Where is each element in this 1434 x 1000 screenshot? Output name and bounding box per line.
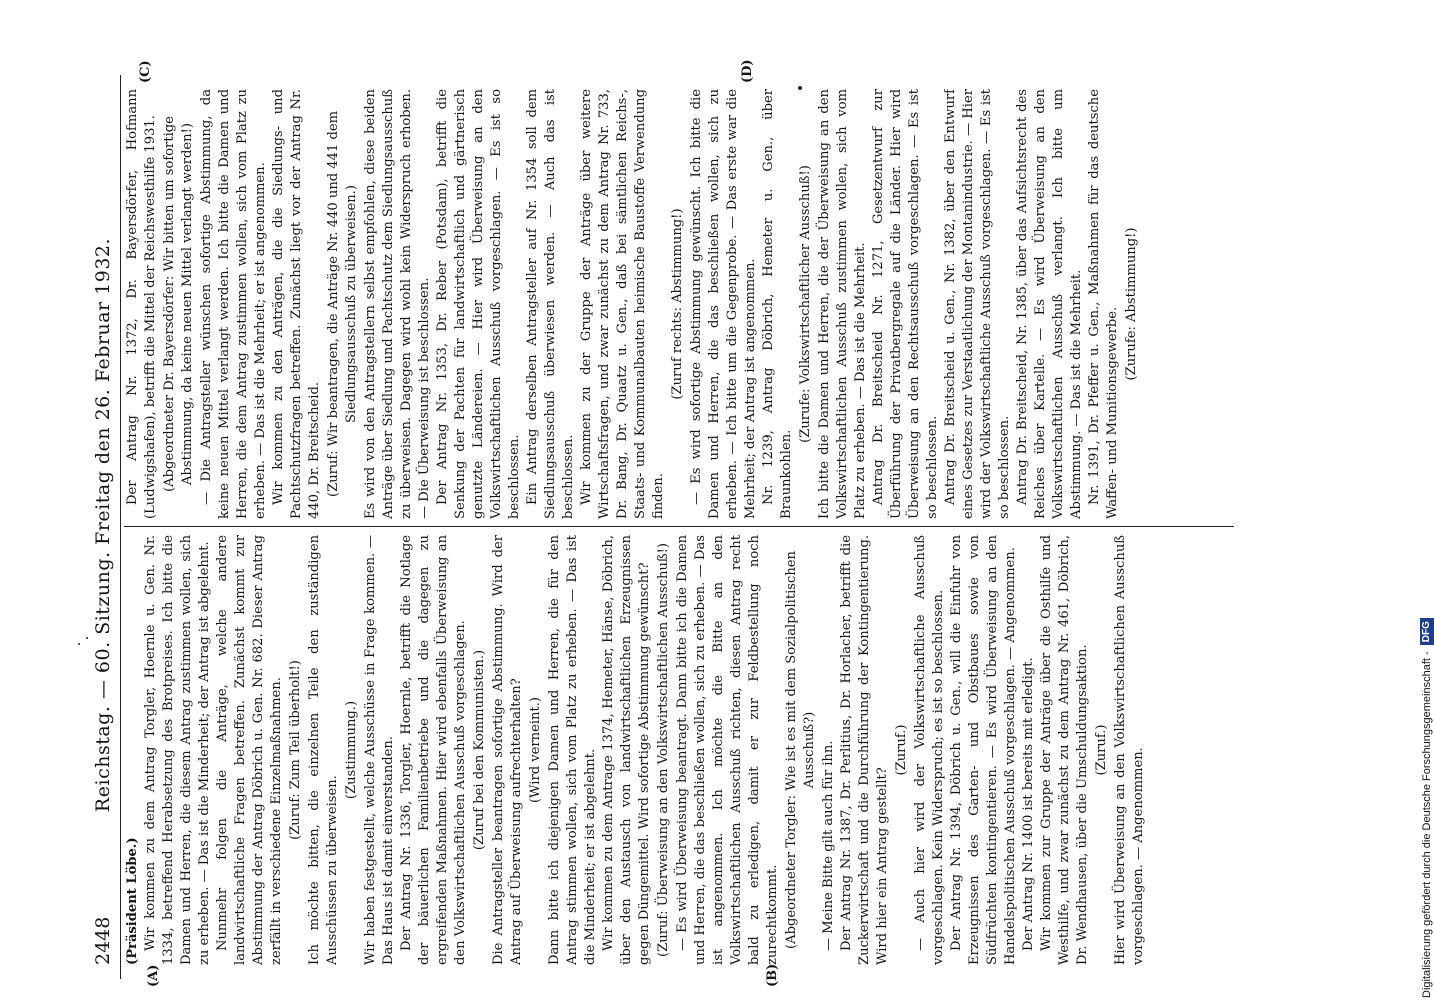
- funding-notice-text: Digitalisierung gefördert durch die Deutsche Forschungsgemeinschaft -: [1421, 651, 1433, 998]
- paragraph: Antrag Dr. Breitscheid, Nr. 1385, über das Aufsichtsrecht des Reiches über Kartelle. — Es wird Überweisung an den Volkswirtschaftlichen Ausschuß verlangt. Ich bitte um Abstimmung. — Das ist die Mehrheit.: [1015, 89, 1084, 519]
- paragraph: Der Antrag Nr. 1353, Dr. Reber (Potsdam), betrifft die Senkung der Pachten für landwirtschaftlich und gärtnerisch genutzte Ländereien. — Hier wird Überweisung an den Volkswirtschaftlichen Ausschuß vorgeschlagen. — Es ist so beschlossen.: [435, 89, 522, 519]
- funding-notice-bar: [1418, 8, 1434, 998]
- interjection: (Zuruf bei den Kommunisten.): [472, 649, 487, 851]
- paragraph: Der Antrag Nr. 1336, Torgler, Hoernle, betrifft die Notlage der bäuerlichen Familienbetriebe und die dagegen zu ergreifenden Maßnahmen. Hier wird ebenfalls Überweisung an den Volkswirtschaftlichen Ausschuß vorgeschlagen.: [399, 535, 468, 965]
- paragraph: Wir kommen zu der Gruppe der Anträge über weitere Wirtschaftsfragen, und zwar zunächst zu dem Antrag Nr. 733, Dr. Bang, Dr. Quaatz u. Gen., daß bei sämtlichen Reichs-, Staats- und Kommunalbauten heimische Baustoffe Verwendung finden.: [579, 89, 666, 519]
- funding-notice: [1418, 48, 1434, 998]
- page-number: 2448: [92, 916, 114, 965]
- margin-mark-d: (D): [740, 59, 755, 83]
- paragraph: Ich bitte die Damen und Herren, die der Überweisung an den Volkswirtschaftlichen Ausschuß zustimmen wollen, sich vom Platz zu erheben. — Das ist die Mehrheit.: [817, 89, 868, 519]
- interjection: (Abgeordneter Dr. Bayersdörfer: Wir bitten um sofortige Abstimmung, da keine neuen Mittel verlangt werden!): [162, 116, 195, 492]
- margin-mark-b: (B): [765, 963, 780, 987]
- interjection: (Wird verneint.): [528, 696, 543, 804]
- margin-mark-a: (A): [146, 964, 161, 987]
- paragraph: Hier wird Überweisung an den Volkswirtschaftlichen Ausschuß vorgeschlagen. — Angenommen.: [1113, 535, 1146, 965]
- dfg-logo: DFG: [1420, 618, 1434, 645]
- paragraph: Antrag Dr. Breitscheid Nr. 1271, Gesetzentwurf zur Überführung der Privatbergregale auf die Länder. Hier wird Überweisung an den Rechtsausschuß vorgeschlagen. — Es ist so beschlossen.: [871, 89, 940, 519]
- paragraph: Wir kommen zu dem Antrage 1374, Hemeter, Hänse, Döbrich, über den Austausch von landwirtschaftlichen Erzeugnissen gegen Düngemittel. Wird sofortige Abstimmung gewünscht?: [601, 535, 652, 965]
- interjection: (Zurufe: Volkswirtschaftlicher Ausschuß!): [798, 165, 813, 443]
- paragraph: Der Antrag Nr. 1387, Dr. Perlitius, Dr. Horlacher, betrifft die Zuckerwirtschaft und die Durchführung der Kontingentierung. Wird hier ein Antrag gestellt?: [839, 535, 890, 965]
- paragraph: Ich möchte bitten, die einzelnen Teile den zuständigen Ausschüssen zu überweisen.: [307, 535, 340, 965]
- column-divider: [124, 526, 1234, 527]
- paragraph: Dann bitte ich diejenigen Damen und Herren, die für den Antrag stimmen wollen, sich vom Platz zu erheben. — Das ist die Minderheit; er ist abgelehnt.: [547, 535, 598, 965]
- paragraph: Nunmehr folgen die Anträge, welche andere landwirtschaftliche Fragen betreffen. Zunächst kommt zur Abstimmung der Antrag Döbrich u. Gen. Nr. 682. Dieser Antrag zerfällt in verschiedene Einzelmaßnahmen.: [215, 535, 284, 965]
- right-column: [124, 89, 1284, 519]
- paragraph: Es wird von den Antragstellern selbst empfohlen, diese beiden Anträge über Siedlung und Pachtschutz dem Siedlungsausschuß zu überweisen. Dagegen wird wohl kein Widerspruch erhoben. — Die Überweisung ist beschlossen.: [363, 89, 432, 519]
- header-rule: [120, 75, 121, 979]
- paragraph: Nr. 1391, Dr. Pfeffer u. Gen., Maßnahmen für das deutsche Waffen- und Munitionsgewerbe.: [1087, 89, 1120, 519]
- paragraph: Wir kommen zur Gruppe der Anträge über die Osthilfe und Westhilfe, und zwar zunächst zu dem Antrag Nr. 461, Döbrich, Dr. Wendhausen, über die Umschuldungsaktion.: [1039, 535, 1090, 965]
- interjection: (Zuruf rechts: Abstimmung!): [670, 208, 685, 400]
- interjection: (Zustimmung.): [344, 700, 359, 800]
- interjection: (Zuruf: Wir beantragen, die Anträge Nr. 440 und 441 dem Siedlungsausschuß zu überweisen.): [326, 110, 359, 498]
- paragraph: — Meine Bitte gilt auch für ihn.: [821, 740, 836, 951]
- margin-mark-c: (C): [138, 60, 153, 83]
- interjection: (Abgeordneter Torgler: Wie ist es mit dem Sozialpolitischen Ausschuß?): [784, 551, 817, 949]
- interjection: (Zuruf.): [1094, 724, 1109, 776]
- paragraph: — Es wird sofortige Abstimmung gewünscht. Ich bitte die Damen und Herren, die das beschließen wollen, sich zu erheben. — Ich bitte um die Gegenprobe. — Das erste war die Mehrheit; der Antrag ist angenommen.: [689, 89, 758, 519]
- paragraph: Die Antragsteller beantragen sofortige Abstimmung. Wird der Antrag auf Überweisung aufrechterhalten?: [491, 535, 524, 965]
- paragraph: — Es wird Überweisung beantragt. Dann bitte ich die Damen und Herren, die das beschließen wollen, sich zu erheben. — Das ist angenommen. Ich möchte die Bitte an den Volkswirtschaftlichen Ausschuß richten, diesen Antrag recht bald zu erledigen, damit er zur Feldbestellung noch zurechtkommt.: [675, 535, 780, 965]
- paragraph: — Die Antragsteller wünschen sofortige Abstimmung, da keine neuen Mittel verlangt werden. Ich bitte die Damen und Herren, die dem Antrag zustimmen wollen, sich vom Platz zu erheben. — Das ist die Mehrheit; er ist angenommen.: [199, 89, 268, 519]
- paragraph: Der Antrag Nr. 1372, Dr. Bayersdörfer, Hofmann (Ludwigshafen), betrifft die Mittel der Reichswesthilfe 1931.: [125, 89, 158, 519]
- paragraph: Ein Antrag derselben Antragsteller auf Nr. 1354 soll dem Siedlungsausschuß überwiesen werden. — Auch das ist beschlossen.: [525, 89, 576, 519]
- paragraph: — Auch hier wird der Volkswirtschaftliche Ausschuß vorgeschlagen. Kein Widerspruch; es ist so beschlossen.: [913, 535, 946, 965]
- left-column: [124, 535, 1284, 965]
- rotated-document-page: [50, 5, 1380, 995]
- paragraph: Der Antrag Nr. 1394, Döbrich u. Gen., will die Einfuhr von Erzeugnissen des Garten- und Obstbaues sowie von Südfrüchten kontingentieren. — Es wird Überweisung an den Handelspolitischen Ausschuß vorgeschlagen. — Angenommen.: [949, 535, 1018, 965]
- interjection: (Zuruf.): [894, 724, 909, 776]
- interjection: (Zuruf: Überweisung an den Volkswirtschaftlichen Ausschuß!): [656, 543, 671, 957]
- paragraph: Antrag Dr. Breitscheid u. Gen., Nr. 1382, über den Entwurf eines Gesetzes zur Verstaatlichung der Montanindustrie. — Hier wird der Volkswirtschaftliche Ausschuß vorgeschlagen. — Es ist so beschlossen.: [943, 89, 1012, 519]
- paragraph: Wir kommen zu den Anträgen, die die Siedlungs- und Pachtschutzfragen betreffen. Zunächst liegt vor der Antrag Nr. 440, Dr. Breitscheid.: [271, 89, 322, 519]
- paragraph: Wir haben festgestellt, welche Ausschüsse in Frage kommen. — Das Haus ist damit einverstanden.: [363, 535, 396, 965]
- speck-mark: [78, 643, 80, 645]
- interjection: (Zuruf: Zum Teil überholt!): [288, 660, 303, 840]
- page-header: [88, 85, 118, 965]
- paragraph: Wir kommen zu dem Antrag Torgler, Hoernle u. Gen. Nr. 1334, betreffend Herabsetzung des Brotpreises. Ich bitte die Damen und Herren, die diesem Antrag zustimmen wollen, sich zu erheben. — Das ist die Minderheit; der Antrag ist abgelehnt.: [143, 535, 212, 965]
- page-title: Reichstag. — 60. Sitzung. Freitag den 26. Februar 1932.: [92, 237, 114, 813]
- interjection: (Zurufe: Abstimmung!): [1124, 227, 1139, 381]
- paragraph: Nr. 1239, Antrag Döbrich, Hemeter u. Gen., über Braunkohlen.: [761, 89, 794, 519]
- paragraph: Der Antrag Nr. 1400 ist bereits mit erledigt.: [1021, 657, 1036, 951]
- speaker-label: (Präsident Löbe.): [125, 837, 140, 965]
